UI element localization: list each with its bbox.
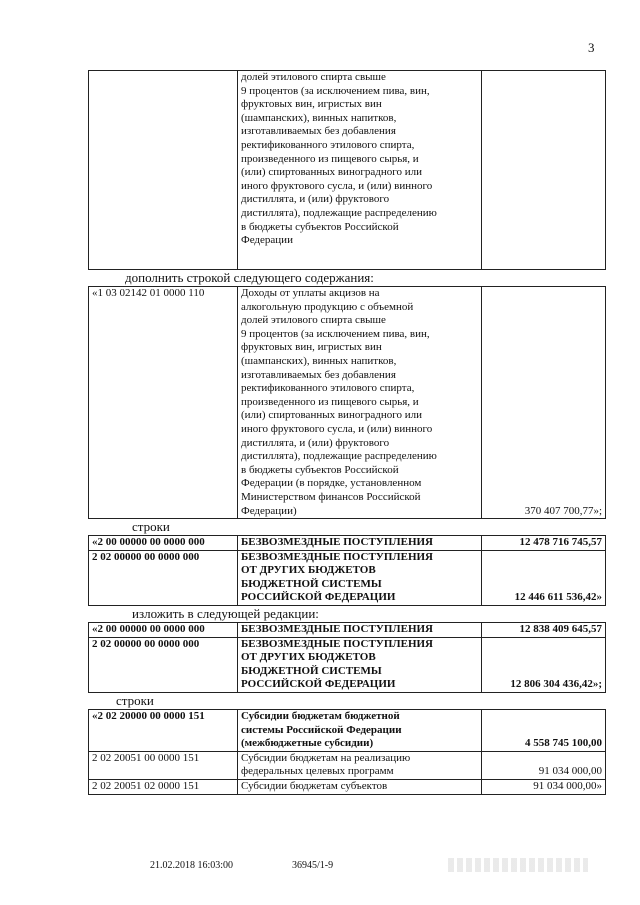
description-line: изготавливаемых без добавления — [241, 368, 396, 381]
table-row — [89, 287, 606, 519]
instruction-edit: изложить в следующей редакции: — [132, 606, 319, 622]
document-body — [88, 70, 606, 795]
description-line: 9 процентов (за исключением пива, вин, — [241, 327, 430, 340]
instruction-add: дополнить строкой следующего содержания: — [125, 270, 374, 285]
description-line: дистиллята, и (или) фруктового — [241, 436, 390, 449]
code-cell: «2 00 00000 00 0000 000 — [89, 623, 238, 638]
code-cell: 2 02 20051 00 0000 151 — [89, 751, 238, 779]
description-line: 9 процентов (за исключением пива, вин, — [241, 84, 430, 97]
description-line: БЕЗВОЗМЕЗДНЫЕ ПОСТУПЛЕНИЯ — [241, 550, 433, 563]
description-line: Доходы от уплаты акцизов на — [241, 287, 380, 299]
description-lines — [241, 71, 478, 248]
description-line: произведенного из пищевого сырья, и — [241, 152, 419, 165]
description-cell — [238, 780, 482, 795]
table-row — [89, 710, 606, 752]
code-cell: «2 00 00000 00 0000 000 — [89, 536, 238, 551]
description-line: (шампанских), винных напитков, — [241, 111, 397, 124]
description-cell — [238, 710, 482, 752]
description-line: фруктовых вин, игристых вин — [241, 341, 382, 354]
description-line: (межбюджетные субсидии) — [241, 737, 374, 750]
description-lines — [241, 710, 478, 751]
footer-doc-id: 36945/1-9 — [292, 860, 334, 871]
description-line: (или) спиртованных виноградного или — [241, 166, 422, 179]
table-row — [89, 550, 606, 605]
description-lines — [241, 623, 478, 637]
table-added — [88, 286, 606, 519]
description-line: Федерации) — [241, 504, 297, 517]
table-top — [88, 70, 606, 270]
description-lines — [241, 752, 478, 779]
description-line: дистиллята), подлежащие распределению — [241, 206, 437, 219]
scan-smudge — [448, 858, 588, 872]
amount-cell: 12 478 716 745,57 — [482, 536, 606, 551]
description-line: (шампанских), винных напитков, — [241, 354, 397, 367]
description-line: дистиллята, и (или) фруктового — [241, 193, 390, 206]
amount-cell: 12 446 611 536,42» — [482, 550, 606, 605]
description-line: иного фруктового сусла, и (или) винного — [241, 422, 433, 435]
table-subsidies — [88, 709, 606, 795]
description-line: РОССИЙСКОЙ ФЕДЕРАЦИИ — [241, 678, 396, 691]
code-cell — [89, 71, 238, 270]
footer-timestamp: 21.02.2018 16:03:00 — [150, 860, 234, 871]
description-line: долей этилового спирта свыше — [241, 71, 386, 83]
amount-cell: 12 806 304 436,42»; — [482, 637, 606, 692]
description-line: в бюджеты субъектов Российской — [241, 463, 399, 476]
description-lines — [241, 536, 478, 550]
description-line: произведенного из пищевого сырья, и — [241, 395, 419, 408]
description-line: ОТ ДРУГИХ БЮДЖЕТОВ — [241, 564, 376, 577]
description-line: долей этилового спирта свыше — [241, 314, 386, 327]
amount-cell: 12 838 409 645,57 — [482, 623, 606, 638]
description-line: алкогольную продукцию с объемной — [241, 300, 414, 313]
description-line: Федерации — [241, 234, 293, 247]
page-number: 3 — [588, 40, 595, 55]
description-lines — [241, 551, 478, 605]
instruction-rows-2: строки — [116, 693, 154, 709]
amount-cell: 91 034 000,00 — [482, 751, 606, 779]
description-line: ректификованного этилового спирта, — [241, 138, 415, 151]
description-line: БЕЗВОЗМЕЗДНЫЕ ПОСТУПЛЕНИЯ — [241, 637, 433, 650]
table-new — [88, 622, 606, 693]
description-cell — [238, 287, 482, 519]
code-cell: «1 03 02142 01 0000 110 — [89, 287, 238, 519]
description-line: Министерством финансов Российской — [241, 490, 421, 503]
description-line: ОТ ДРУГИХ БЮДЖЕТОВ — [241, 651, 376, 664]
table-row — [89, 751, 606, 779]
table-row — [89, 536, 606, 551]
code-cell: «2 02 20000 00 0000 151 — [89, 710, 238, 752]
description-line: БЮДЖЕТНОЙ СИСТЕМЫ — [241, 664, 382, 677]
description-line: Федерации (в порядке, установленном — [241, 477, 422, 490]
description-line: БЕЗВОЗМЕЗДНЫЕ ПОСТУПЛЕНИЯ — [241, 536, 433, 549]
description-cell — [238, 637, 482, 692]
description-cell — [238, 550, 482, 605]
description-line: ректификованного этилового спирта, — [241, 382, 415, 395]
table-row — [89, 780, 606, 795]
description-line: (или) спиртованных виноградного или — [241, 409, 422, 422]
table-row — [89, 623, 606, 638]
amount-cell — [482, 71, 606, 270]
description-line: Субсидии бюджетам субъектов — [241, 780, 388, 792]
description-line: БЮДЖЕТНОЙ СИСТЕМЫ — [241, 577, 382, 590]
instruction-rows: строки — [132, 519, 170, 535]
code-cell: 2 02 00000 00 0000 000 — [89, 550, 238, 605]
description-line: в бюджеты субъектов Российской — [241, 220, 399, 233]
description-cell — [238, 71, 482, 270]
description-cell — [238, 623, 482, 638]
description-lines — [241, 638, 478, 692]
code-cell: 2 02 00000 00 0000 000 — [89, 637, 238, 692]
description-line: РОССИЙСКОЙ ФЕДЕРАЦИИ — [241, 591, 396, 604]
description-line: иного фруктового сусла, и (или) винного — [241, 179, 433, 192]
description-line: БЕЗВОЗМЕЗДНЫЕ ПОСТУПЛЕНИЯ — [241, 623, 433, 636]
description-line: федеральных целевых программ — [241, 765, 394, 778]
table-row — [89, 637, 606, 692]
description-lines — [241, 780, 478, 794]
description-line: изготавливаемых без добавления — [241, 125, 396, 138]
description-lines — [241, 287, 478, 518]
description-line: фруктовых вин, игристых вин — [241, 98, 382, 111]
description-line: системы Российской Федерации — [241, 723, 402, 736]
amount-cell: 370 407 700,77»; — [482, 287, 606, 519]
code-cell: 2 02 20051 02 0000 151 — [89, 780, 238, 795]
description-line: дистиллята), подлежащие распределению — [241, 450, 437, 463]
table-old — [88, 535, 606, 606]
description-cell — [238, 751, 482, 779]
table-row — [89, 71, 606, 270]
amount-cell: 91 034 000,00» — [482, 780, 606, 795]
amount-cell: 4 558 745 100,00 — [482, 710, 606, 752]
description-cell — [238, 536, 482, 551]
description-line: Субсидии бюджетам бюджетной — [241, 710, 400, 723]
description-line: Субсидии бюджетам на реализацию — [241, 751, 411, 764]
